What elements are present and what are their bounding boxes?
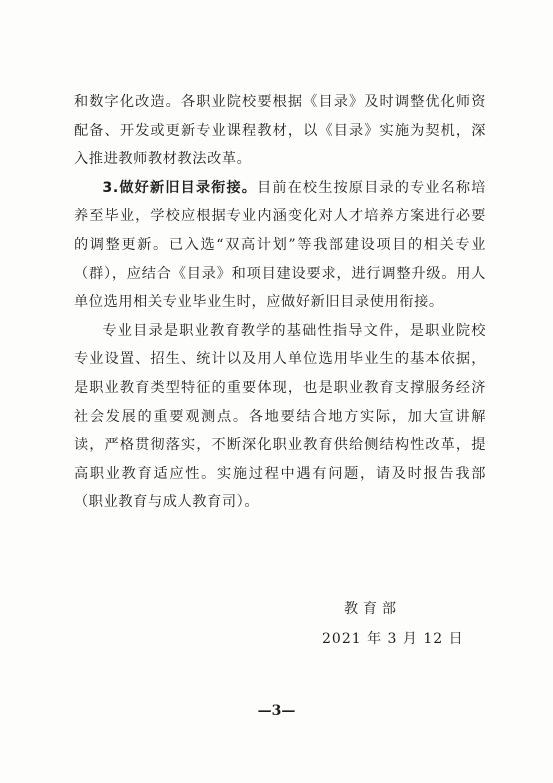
signature-organization: 教育部 <box>344 601 401 617</box>
paragraph-conclusion: 专业目录是职业教育教学的基础性指导文件，是职业院校专业设置、招生、统计以及用人单位选用毕业生的基本依据，是职业教育类型特征的重要体现，也是职业教育支撑服务经济社会发展的重要观测点。各地要结合地方实际，加大宣讲解读，严格贯彻落实，不断深化职业教育供给侧结构性改革，提高职业教育适应性。实施过程中遇有问题，请及时报告我部（职业教育与成人教育司）。 <box>74 322 486 511</box>
paragraph-item-3-body: 目前在校生按原目录的专业名称培养至毕业，学校应根据专业内涵变化对人才培养方案进行必要的调整更新。已入选“双高计划”等我部建设项目的相关专业（群），应结合《目录》和项目建设要求，进行调整升级。用人单位选用相关专业毕业生时，应做好新旧目录使用衔接。 <box>74 179 486 311</box>
document-body <box>74 88 486 517</box>
paragraph-item-3 <box>74 174 486 317</box>
signature-date: 2021 年 3 月 12 日 <box>322 631 464 647</box>
paragraph-item-3-heading: 3.做好新旧目录衔接。 <box>102 179 258 196</box>
signature-block <box>322 598 490 648</box>
paragraph-continuation: 和数字化改造。各职业院校要根据《目录》及时调整优化师资配备、开发或更新专业课程教材，以《目录》实施为契机，深入推进教师教材教法改革。 <box>74 94 486 168</box>
page-number: —3— <box>257 703 296 719</box>
